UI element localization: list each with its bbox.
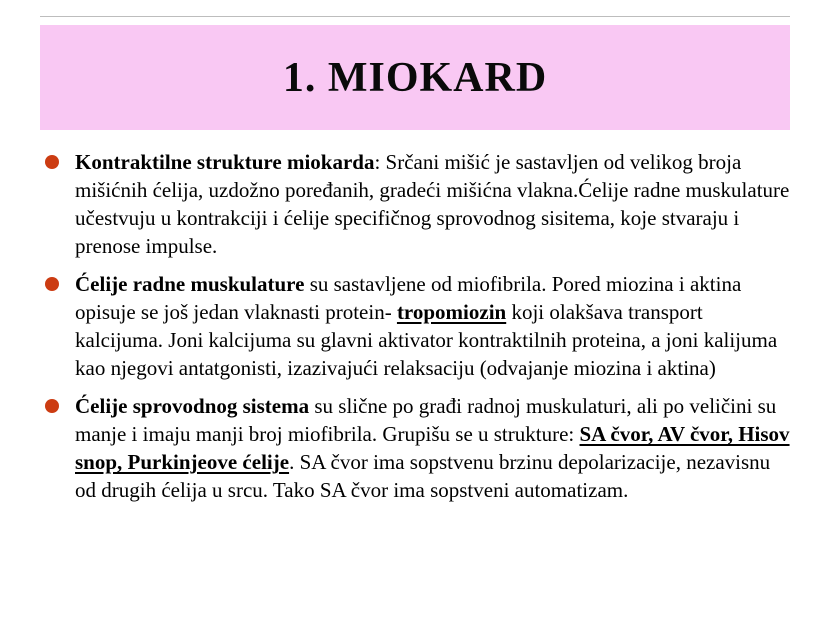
text-segment: Ćelije sprovodnog sistema [75,394,310,418]
text-segment: : Srčani mišić je sastavljen od velikog broja mišićnih ćelija, uzdožno poređanih, gradeći mišićna vlakna.Ćelije radne muskulature učestvuju u kontrakciji i ćelije specifičnog sprovodnog sisitema, koje stvaraju i prenose impulse. [75,150,790,258]
text-segment: su sastavljene od miofibrila. Pored miozina i aktina opisuje se još jedan vlaknasti protein- [75,272,742,324]
text-segment: SA čvor, AV čvor, Hisov snop, Purkinjeove ćelije [75,422,790,474]
text-segment: su slične po građi radnoj muskulaturi, ali po veličini su manje i imaju manji broj miofibrila. Grupišu se u strukture: [75,394,777,446]
bullet-marker-column [40,270,75,291]
bullet-text [75,392,792,504]
bullet-item-working-muscle-cells [40,270,792,382]
slide-title: 1. MIOKARD [282,54,548,101]
text-segment: . SA čvor ima sopstvenu brzinu depolarizacije, nezavisnu od drugih ćelija u srcu. Tako SA čvor ima sopstveni automatizam. [75,450,771,502]
bullet-circle-icon [45,399,59,413]
bullet-marker-column [40,392,75,413]
slide-body [40,148,792,514]
bullet-text [75,270,792,382]
bullet-item-conduction-system-cells [40,392,792,504]
slide-title-banner [40,25,790,130]
text-segment: Kontraktilne strukture miokarda [75,150,375,174]
text-segment: koji olakšava transport kalcijuma. Joni kalcijuma su glavni aktivator kontraktilnih proteina, a joni kalijuma kao njegovi antatgonisti, izazivajući relaksaciju (odvajanje miozina i aktina) [75,300,778,380]
bullet-item-contractile-structures [40,148,792,260]
text-segment: Ćelije radne muskulature [75,272,305,296]
bullet-text [75,148,792,260]
text-segment: tropomiozin [396,300,507,324]
bullet-marker-column [40,148,75,169]
bullet-circle-icon [45,155,59,169]
bullet-circle-icon [45,277,59,291]
top-divider-line [40,16,790,17]
